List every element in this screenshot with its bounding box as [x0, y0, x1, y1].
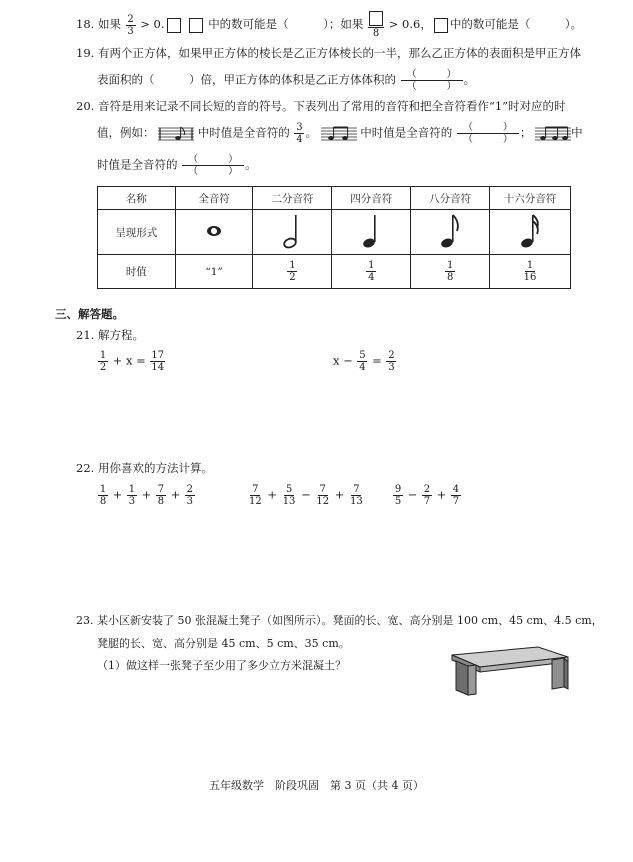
numerator: 2	[127, 13, 134, 25]
denominator: （ ）	[462, 134, 513, 145]
numerator: 3	[296, 122, 303, 133]
denominator: 3	[186, 496, 194, 507]
numerator: 1	[289, 260, 296, 271]
fraction	[126, 14, 136, 37]
numerator: （ ）	[401, 69, 463, 81]
numerator: 2	[186, 484, 194, 495]
value-cell	[490, 255, 571, 289]
question-19-line1	[76, 45, 581, 61]
text: =	[372, 353, 382, 368]
denominator: 8	[446, 272, 454, 283]
fraction	[386, 350, 396, 373]
fraction	[451, 484, 461, 507]
text: 。	[305, 125, 317, 140]
denominator: 12	[249, 496, 262, 507]
text: 中的数可能是（ ）；如果	[208, 17, 364, 31]
numerator: 1	[99, 484, 107, 495]
text: 解方程。	[97, 328, 144, 342]
staff-example-3-icon	[535, 126, 571, 142]
text: 如果	[97, 17, 121, 31]
operator: −	[301, 487, 311, 502]
denominator: 3	[127, 25, 134, 37]
numerator: 9	[394, 484, 402, 495]
blank-fraction[interactable]	[457, 122, 519, 145]
numerator: 1	[368, 260, 375, 271]
operator: −	[407, 487, 418, 502]
table-row	[98, 255, 571, 289]
fraction	[248, 484, 263, 507]
denominator: 16	[523, 272, 537, 283]
text: 中时值是全音符的	[360, 125, 453, 140]
whole-note-icon	[204, 224, 224, 238]
question-19-line2	[97, 69, 475, 92]
question-23-part1: （1）做这样一张凳子至少用了多少立方米混凝土？	[97, 659, 346, 672]
operator: +	[141, 487, 152, 502]
question-22	[76, 460, 213, 476]
fraction	[98, 484, 108, 507]
denominator: 7	[452, 496, 460, 507]
numerator: 7	[157, 484, 165, 495]
text: + x =	[112, 353, 146, 368]
numerator: 17	[151, 350, 165, 361]
value-cell	[411, 255, 490, 289]
operator: +	[170, 487, 181, 502]
denominator: 3	[388, 362, 395, 373]
numerator: 2	[388, 350, 395, 361]
half-note-icon	[281, 213, 303, 249]
text: 中	[571, 125, 583, 140]
text: 有两个正方体，如果甲正方体的棱长是乙正方体棱长的一半，那么乙正方体的表面积是甲正方体	[97, 46, 581, 60]
staff-example-1-icon	[158, 126, 194, 142]
expression-1	[97, 484, 196, 507]
denominator: （ ）	[406, 81, 457, 92]
half-note-cell	[253, 210, 332, 255]
question-20-line3	[97, 154, 257, 177]
fraction	[185, 484, 195, 507]
denominator: 5	[394, 496, 402, 507]
answer-box[interactable]	[167, 18, 181, 33]
fraction	[393, 484, 403, 507]
fraction	[357, 350, 367, 373]
numerator: 4	[452, 484, 460, 495]
fraction	[98, 350, 108, 373]
question-20-line2	[97, 122, 583, 145]
fraction	[368, 11, 384, 39]
text: 时值是全音符的	[97, 157, 178, 172]
equation-2	[333, 350, 397, 373]
denominator: 4	[359, 362, 366, 373]
numerator: （ ）	[182, 154, 244, 166]
denominator: 8	[157, 496, 165, 507]
text: 用你喜欢的方法计算。	[97, 461, 213, 475]
fraction	[445, 260, 455, 283]
denominator: 12	[316, 496, 330, 507]
denominator: 4	[368, 272, 375, 283]
numerator: 1	[446, 260, 454, 271]
expression-2	[247, 484, 365, 507]
numerator-box[interactable]	[368, 11, 384, 28]
fraction	[127, 484, 137, 507]
text: 中时值是全音符的	[197, 125, 290, 140]
text: > 0.6，	[388, 17, 432, 31]
row-label: 时值	[98, 255, 176, 289]
value-cell	[332, 255, 411, 289]
row-label: 呈现形式	[98, 210, 176, 255]
fraction	[366, 260, 376, 283]
numerator: 1	[128, 484, 136, 495]
operator: +	[112, 487, 123, 502]
table-row	[98, 210, 571, 255]
question-number: 22.	[76, 461, 95, 475]
whole-note-cell	[175, 210, 253, 255]
table-header: 二分音符	[253, 187, 332, 210]
fraction	[287, 260, 297, 283]
denominator: 7	[423, 496, 431, 507]
fraction	[150, 350, 165, 373]
sixteenth-note-icon	[518, 213, 542, 249]
answer-box[interactable]	[369, 11, 383, 26]
denominator: 2	[289, 272, 296, 283]
numerator: （ ）	[457, 122, 519, 134]
numerator: 7	[353, 484, 360, 495]
expression-3	[392, 484, 462, 507]
quarter-note-cell	[332, 210, 411, 255]
value-cell	[253, 255, 332, 289]
sixteenth-note-cell	[490, 210, 571, 255]
fraction	[294, 122, 304, 145]
bench-illustration	[448, 645, 572, 701]
question-number: 18.	[76, 17, 95, 31]
eighth-note-cell	[411, 210, 490, 255]
numerator: 7	[319, 484, 326, 495]
denominator: 8	[99, 496, 107, 507]
text: 中的数可能是（ ）。	[449, 17, 583, 31]
note-values-table	[97, 186, 571, 289]
numerator: 2	[423, 484, 431, 495]
question-20-line1	[76, 98, 566, 114]
numerator: 5	[285, 484, 293, 495]
numerator: 5	[359, 350, 366, 361]
section-heading: 三、解答题。	[55, 307, 124, 321]
equation-1	[97, 350, 166, 373]
question-23-line1	[76, 613, 603, 629]
answer-box[interactable]	[189, 18, 203, 33]
page-footer: 五年级数学 阶段巩固 第 3 页（共 4 页）	[209, 779, 424, 792]
numerator: 1	[99, 350, 107, 361]
text: x −	[333, 353, 353, 368]
text: 。	[245, 157, 257, 172]
question-23-line2: 凳腿的长、宽、高分别是 45 cm、5 cm、35 cm。	[97, 637, 350, 650]
denominator: 3	[128, 496, 136, 507]
blank-fraction[interactable]	[182, 154, 244, 177]
fraction	[523, 260, 538, 283]
numerator: 7	[252, 484, 259, 495]
quarter-note-icon	[360, 213, 382, 249]
staff-example-2-icon	[321, 126, 357, 142]
table-header: 十六分音符	[490, 187, 571, 210]
question-number: 19.	[76, 46, 95, 60]
question-21	[76, 327, 144, 343]
fraction	[349, 484, 364, 507]
denominator: 4	[296, 134, 303, 145]
table-header-row	[98, 187, 571, 210]
table-header: 四分音符	[332, 187, 411, 210]
question-number: 23.	[76, 614, 94, 627]
table-header: 八分音符	[411, 187, 490, 210]
denominator: 2	[99, 362, 107, 373]
text: 表面积的（ ）倍，甲正方体的体积是乙正方体体积的	[97, 72, 396, 87]
text: > 0.	[140, 17, 165, 31]
question-18	[76, 11, 582, 39]
text: 某小区新安装了 50 张混凝土凳子（如图所示）。凳面的长、宽、高分别是 100 cm、45 cm、4.5 cm，	[97, 614, 603, 627]
fraction	[282, 484, 297, 507]
fraction	[422, 484, 432, 507]
text: ；	[519, 125, 532, 140]
question-number: 21.	[76, 328, 95, 342]
denominator: 13	[282, 496, 296, 507]
denominator: 13	[350, 496, 363, 507]
value-cell: “1”	[175, 255, 253, 289]
text: 。	[463, 72, 476, 87]
text: 值，例如：	[97, 125, 155, 140]
table-header: 全音符	[175, 187, 253, 210]
question-number: 20.	[76, 99, 95, 113]
operator: +	[334, 487, 345, 502]
denominator: （ ）	[188, 166, 239, 177]
numerator: 1	[526, 260, 534, 271]
answer-box[interactable]	[434, 18, 448, 33]
eighth-note-icon	[438, 213, 462, 249]
blank-fraction[interactable]	[401, 69, 463, 92]
fraction	[315, 484, 330, 507]
denominator: 8	[372, 28, 380, 39]
denominator: 14	[151, 362, 165, 373]
table-header: 名称	[98, 187, 176, 210]
fraction	[156, 484, 166, 507]
text: 音符是用来记录不同长短的音的符号。下表列出了常用的音符和把全音符看作“1”时对应的时	[97, 99, 566, 113]
operator: +	[267, 487, 278, 502]
operator: +	[436, 487, 447, 502]
